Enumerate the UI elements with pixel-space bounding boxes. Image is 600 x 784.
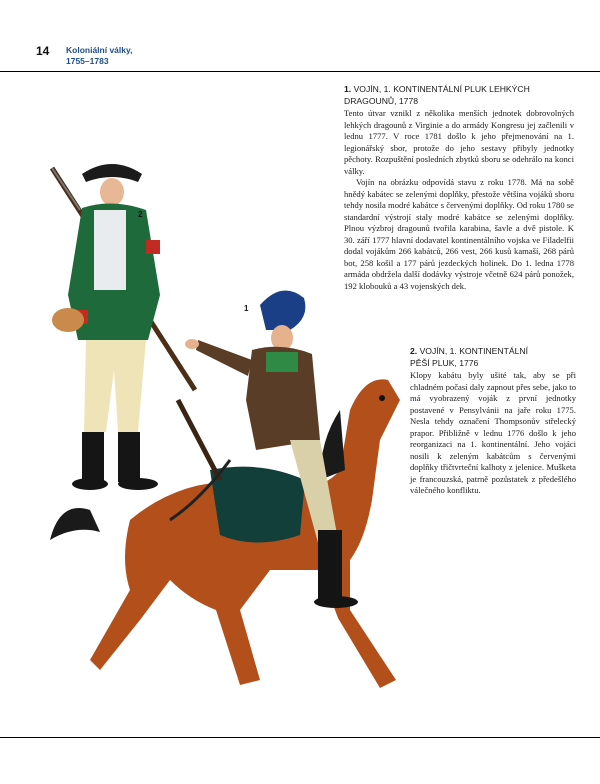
caption-1-number: 1. (344, 84, 352, 94)
footer-rule (0, 737, 600, 738)
caption-1 (344, 84, 574, 292)
page-header (36, 44, 576, 72)
section-title (66, 45, 132, 67)
caption-2-heading-line2: PĚŠÍ PLUK, 1776 (410, 357, 479, 368)
page-number: 14 (36, 44, 50, 58)
caption-1-paragraph-2: Vojín na obrázku odpovídá stavu z roku 1778. Má na sobě hnědý kabátec se zelenými doplňky, přestože většina vojáků sboru tehdy nosila modré kabátce s červenými doplňky. Od roku 1780 se standardní výstrojí staly modré kabátce se zelenými doplňky. Plnou výzbroj dragounů tvořila karabina, šavle a dvě pistole. K 30. září 1777 hlavní dodavatel kontinentálního vojska ve Filadelfii dodal vojákům 266 kabátců, 266 vest, 266 kusů kamaší, 268 párů bot, 258 košil a 177 párů jezdeckých holinek. Do 1. ledna 1778 armáda obdržela další dodávky výstroje včetně 624 párů ponožek, 192 klobouků a 43 vojenských dek. (344, 177, 574, 291)
figure-label-2: 2 (138, 210, 143, 219)
header-rule (0, 71, 600, 72)
figure-label-1: 1 (244, 304, 249, 313)
section-title-line2: 1755–1783 (66, 56, 109, 66)
section-title-line1: Koloniální války, (66, 45, 133, 55)
caption-2 (410, 346, 576, 497)
caption-1-heading-line2: DRAGOUNŮ, 1778 (344, 95, 419, 106)
caption-2-heading-line1: VOJÍN, 1. KONTINENTÁLNÍ (419, 346, 528, 356)
caption-1-heading-line1: VOJÍN, 1. KONTINENTÁLNÍ PLUK LEHKÝCH (353, 84, 530, 94)
caption-2-heading (410, 346, 576, 369)
caption-2-paragraph-1: Klopy kabátu byly ušité tak, aby se při chladném počasí daly zapnout přes sebe, jako to má vyobrazený voják z první jednotky postavené v Pensylvánii na jaře roku 1775. Nesla tehdy označení Thompsonův střelecký prapor. Přibližně v lednu 1776 došlo k jeho reorganizaci na 1. kontinentální. Jeho vojáci nosili k zeleným kabátcům s červenými doplňky třičtvrteční kalhoty z jelenice. Mušketa je francouzská, patrně pozůstatek z předešlého válečného konfliktu. (410, 370, 576, 495)
caption-2-number: 2. (410, 346, 418, 356)
infantryman-figure (52, 164, 195, 490)
caption-1-paragraph-1: Tento útvar vznikl z několika menších jednotek dobrovolných lehkých dragounů z Virginie a do armády Kongresu jej začlenili v lednu 1777. V roce 1781 došlo k jeho přejmenování na 1. legionářský sbor, protože do jeho sestavy přibyly jednotky pěchoty. Rozpuštění posledních zbytků sboru se odehrálo na konci války. (344, 108, 574, 176)
caption-1-heading (344, 84, 574, 107)
